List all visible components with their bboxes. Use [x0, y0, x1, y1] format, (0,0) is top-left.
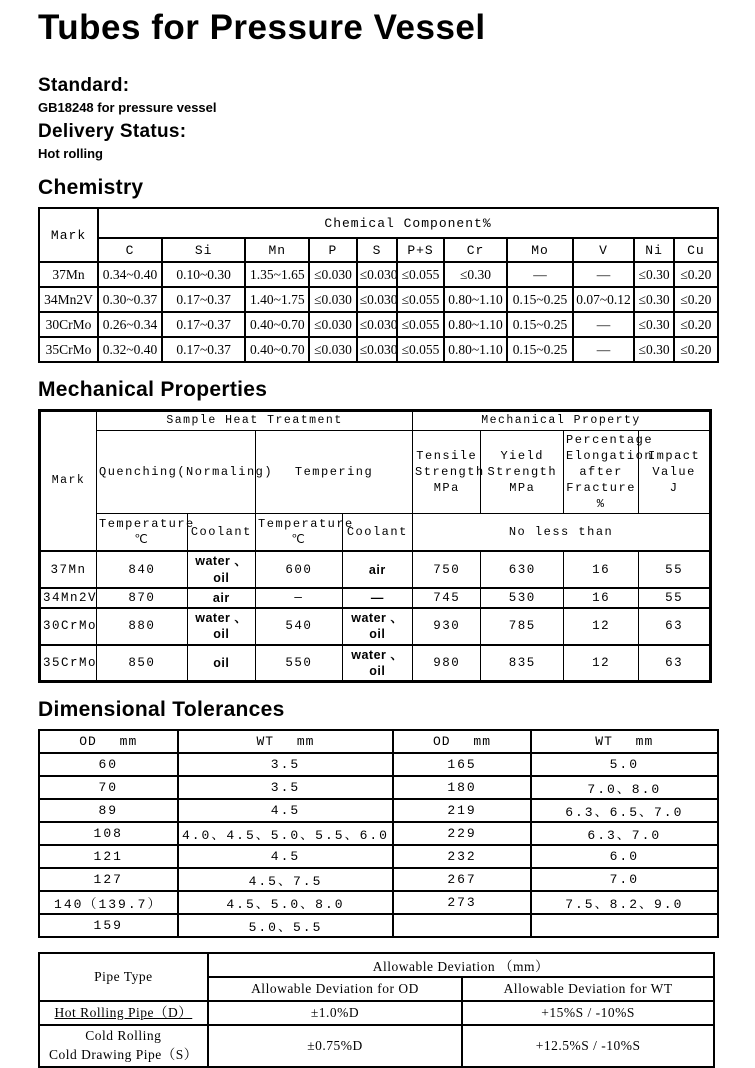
dimensional-heading: Dimensional Tolerances [38, 698, 285, 722]
chem-cell: 0.15~0.25 [507, 312, 572, 337]
chem-cell: — [573, 262, 635, 287]
standard-value: GB18248 for pressure vessel [38, 100, 217, 115]
chem-col-header: Mo [507, 238, 572, 262]
mech-mark-cell: 35CrMo [40, 645, 97, 682]
dim-cell: 6.0 [531, 845, 718, 868]
mech-cell: 750 [413, 551, 481, 588]
standard-label: Standard: [38, 75, 130, 96]
chem-cell: ≤0.030 [357, 312, 398, 337]
mech-group1-header: Sample Heat Treatment [97, 411, 413, 431]
chem-col-header: Cu [674, 238, 718, 262]
mech-coolant-header: Coolant [187, 514, 255, 552]
chem-cell: ≤0.030 [357, 337, 398, 362]
mech-coolant-cell: water 、 oil [187, 608, 255, 645]
mech-coolant-cell: water 、 oil [342, 608, 412, 645]
mech-coolant-cell: oil [187, 645, 255, 682]
dim-cell: 273 [393, 891, 530, 914]
chem-group-header: Chemical Component% [98, 208, 718, 238]
chem-cell: 0.17~0.37 [162, 287, 246, 312]
chem-mark-cell: 37Mn [39, 262, 98, 287]
chem-cell: 1.40~1.75 [245, 287, 309, 312]
dev-wt-cell: +15%S / -10%S [462, 1001, 714, 1025]
chem-cell: 0.17~0.37 [162, 337, 246, 362]
mech-mark-cell: 37Mn [40, 551, 97, 588]
chem-cell: 0.32~0.40 [98, 337, 162, 362]
dim-wt-header: WT mm [178, 730, 394, 753]
table-row [40, 588, 711, 608]
table-row [39, 822, 718, 845]
chem-cell: 0.80~1.10 [444, 287, 508, 312]
mech-coolant-cell: water 、 oil [342, 645, 412, 682]
mech-elongation-header: Percentage Elongation after Fracture % [564, 430, 639, 514]
chem-cell: ≤0.30 [634, 287, 673, 312]
table-row [40, 411, 711, 431]
chem-cell: 0.80~1.10 [444, 337, 508, 362]
dim-cell: 232 [393, 845, 530, 868]
chem-cell: 0.10~0.30 [162, 262, 246, 287]
table-row [39, 891, 718, 914]
table-row [39, 799, 718, 822]
table-row [39, 776, 718, 799]
dim-cell: 7.5、8.2、9.0 [531, 891, 718, 914]
table-row [39, 868, 718, 891]
mech-tempering-header: Tempering [256, 430, 413, 514]
chem-cell: — [573, 312, 635, 337]
mech-tensile-header: Tensile Strength MPa [413, 430, 481, 514]
dim-cell: 89 [39, 799, 178, 822]
chem-cell: 0.26~0.34 [98, 312, 162, 337]
dev-wt-header: Allowable Deviation for WT [462, 977, 714, 1001]
table-row [39, 953, 714, 977]
table-row [39, 1001, 714, 1025]
mech-cell: 745 [413, 588, 481, 608]
table-row [39, 753, 718, 776]
chem-cell: ≤0.20 [674, 337, 718, 362]
chem-col-header: V [573, 238, 635, 262]
mech-cell: 870 [97, 588, 188, 608]
chemistry-heading: Chemistry [38, 176, 144, 199]
mechanical-table [38, 409, 712, 683]
mech-coolant-cell: water 、 oil [187, 551, 255, 588]
table-row [39, 312, 718, 337]
chem-cell: ≤0.030 [309, 312, 357, 337]
chem-cell: ≤0.20 [674, 287, 718, 312]
dim-cell: 127 [39, 868, 178, 891]
chem-cell: ≤0.30 [634, 312, 673, 337]
table-row [39, 730, 718, 753]
dim-cell: 4.0、4.5、5.0、5.5、6.0 [178, 822, 394, 845]
chem-cell: 1.35~1.65 [245, 262, 309, 287]
chem-col-header: C [98, 238, 162, 262]
mech-cell: 540 [256, 608, 343, 645]
mech-coolant-cell: air [342, 551, 412, 588]
chemistry-table [38, 207, 719, 363]
dim-od-header: OD mm [393, 730, 530, 753]
table-row [40, 645, 711, 682]
chem-cell: — [507, 262, 572, 287]
chem-cell: 0.34~0.40 [98, 262, 162, 287]
dim-cell: 267 [393, 868, 530, 891]
mech-cell: 55 [639, 588, 711, 608]
dim-cell: 165 [393, 753, 530, 776]
chem-col-header: Si [162, 238, 246, 262]
mech-cell: 630 [481, 551, 564, 588]
mech-yield-header: Yield Strength MPa [481, 430, 564, 514]
dim-cell: 140（139.7） [39, 891, 178, 914]
dev-type-cell: Cold Rolling Cold Drawing Pipe（S） [39, 1025, 208, 1067]
dev-pipe-type-header: Pipe Type [39, 953, 208, 1001]
dev-od-cell: ±0.75%D [208, 1025, 462, 1067]
mech-cell: 600 [256, 551, 343, 588]
mech-mark-header: Mark [40, 411, 97, 552]
dimensional-table [38, 729, 719, 938]
mech-cell: 840 [97, 551, 188, 588]
chem-cell: — [573, 337, 635, 362]
chem-cell: ≤0.030 [357, 262, 398, 287]
mech-mark-cell: 30CrMo [40, 608, 97, 645]
mech-cell: 16 [564, 588, 639, 608]
table-row [39, 287, 718, 312]
dev-type-cell: Hot Rolling Pipe（D） [39, 1001, 208, 1025]
delivery-status-value: Hot rolling [38, 146, 103, 161]
table-row [39, 1025, 714, 1067]
chem-cell: ≤0.030 [357, 287, 398, 312]
delivery-status-label: Delivery Status: [38, 121, 187, 142]
dim-cell: 121 [39, 845, 178, 868]
chem-cell: ≤0.055 [397, 287, 443, 312]
table-row [40, 608, 711, 645]
dim-cell: 60 [39, 753, 178, 776]
chem-col-header: P+S [397, 238, 443, 262]
chem-cell: 0.40~0.70 [245, 312, 309, 337]
chem-cell: ≤0.20 [674, 262, 718, 287]
mech-mark-cell: 34Mn2V [40, 588, 97, 608]
table-row [40, 430, 711, 514]
dim-cell: 7.0、8.0 [531, 776, 718, 799]
table-row [39, 208, 718, 238]
dev-group-header: Allowable Deviation （mm） [208, 953, 714, 977]
mech-cell: — [256, 588, 343, 608]
dim-od-header: OD mm [39, 730, 178, 753]
chem-col-header: S [357, 238, 398, 262]
dim-cell: 219 [393, 799, 530, 822]
chem-cell: 0.30~0.37 [98, 287, 162, 312]
chem-col-header: Cr [444, 238, 508, 262]
dim-cell: 108 [39, 822, 178, 845]
chem-cell: ≤0.055 [397, 312, 443, 337]
mech-temperature-header: Temperature ℃ [256, 514, 343, 552]
mech-quenching-header: Quenching(Normaling) [97, 430, 256, 514]
mech-group2-header: Mechanical Property [413, 411, 711, 431]
mech-cell: 12 [564, 608, 639, 645]
chem-mark-cell: 35CrMo [39, 337, 98, 362]
mech-cell: 880 [97, 608, 188, 645]
dim-cell: 5.0 [531, 753, 718, 776]
mech-coolant-cell: air [187, 588, 255, 608]
mech-cell: 850 [97, 645, 188, 682]
chem-cell: 0.15~0.25 [507, 287, 572, 312]
dim-cell: 7.0 [531, 868, 718, 891]
dim-cell: 4.5、5.0、8.0 [178, 891, 394, 914]
mech-cell: 63 [639, 608, 711, 645]
page-title: Tubes for Pressure Vessel [38, 8, 486, 47]
chem-cell: ≤0.20 [674, 312, 718, 337]
mech-temperature-header: Temperature ℃ [97, 514, 188, 552]
dim-cell: 180 [393, 776, 530, 799]
chem-cell: 0.17~0.37 [162, 312, 246, 337]
mech-cell: 12 [564, 645, 639, 682]
mech-impact-header: Impact Value J [639, 430, 711, 514]
dim-cell: 3.5 [178, 753, 394, 776]
mechanical-heading: Mechanical Properties [38, 378, 268, 401]
table-row [39, 914, 718, 937]
table-row [39, 262, 718, 287]
dev-wt-cell: +12.5%S / -10%S [462, 1025, 714, 1067]
dim-cell: 6.3、7.0 [531, 822, 718, 845]
chem-cell: ≤0.030 [309, 287, 357, 312]
dim-cell: 229 [393, 822, 530, 845]
chem-col-header: Ni [634, 238, 673, 262]
mech-cell: 835 [481, 645, 564, 682]
dim-cell: 6.3、6.5、7.0 [531, 799, 718, 822]
table-row [39, 337, 718, 362]
chem-cell: ≤0.055 [397, 262, 443, 287]
mech-cell: 530 [481, 588, 564, 608]
chem-mark-header: Mark [39, 208, 98, 262]
mech-cell: 16 [564, 551, 639, 588]
mech-cell: 980 [413, 645, 481, 682]
chem-cell: 0.07~0.12 [573, 287, 635, 312]
chem-cell: ≤0.30 [634, 262, 673, 287]
mech-no-less-than-header: No less than [413, 514, 711, 552]
dim-wt-header: WT mm [531, 730, 718, 753]
dim-cell: 70 [39, 776, 178, 799]
dim-cell: 3.5 [178, 776, 394, 799]
chem-cell: ≤0.30 [444, 262, 508, 287]
chem-cell: ≤0.055 [397, 337, 443, 362]
dev-od-cell: ±1.0%D [208, 1001, 462, 1025]
chem-cell: ≤0.030 [309, 262, 357, 287]
chem-cell: ≤0.030 [309, 337, 357, 362]
mech-cell: 550 [256, 645, 343, 682]
chem-col-header: P [309, 238, 357, 262]
mech-cell: 785 [481, 608, 564, 645]
chem-mark-cell: 30CrMo [39, 312, 98, 337]
dim-cell [531, 914, 718, 937]
mech-cell: 63 [639, 645, 711, 682]
table-row [39, 238, 718, 262]
mech-cell: 55 [639, 551, 711, 588]
dim-cell: 5.0、5.5 [178, 914, 394, 937]
dim-cell: 159 [39, 914, 178, 937]
dev-od-header: Allowable Deviation for OD [208, 977, 462, 1001]
dim-cell: 4.5 [178, 799, 394, 822]
dim-cell [393, 914, 530, 937]
dim-cell: 4.5 [178, 845, 394, 868]
chem-cell: 0.15~0.25 [507, 337, 572, 362]
mech-coolant-header: Coolant [342, 514, 412, 552]
mech-coolant-cell: — [342, 588, 412, 608]
dim-cell: 4.5、7.5 [178, 868, 394, 891]
chem-cell: ≤0.30 [634, 337, 673, 362]
chem-col-header: Mn [245, 238, 309, 262]
table-row [40, 551, 711, 588]
table-row [39, 845, 718, 868]
chem-mark-cell: 34Mn2V [39, 287, 98, 312]
table-row [40, 514, 711, 552]
chem-cell: 0.40~0.70 [245, 337, 309, 362]
deviation-table [38, 952, 715, 1068]
mech-cell: 930 [413, 608, 481, 645]
chem-cell: 0.80~1.10 [444, 312, 508, 337]
